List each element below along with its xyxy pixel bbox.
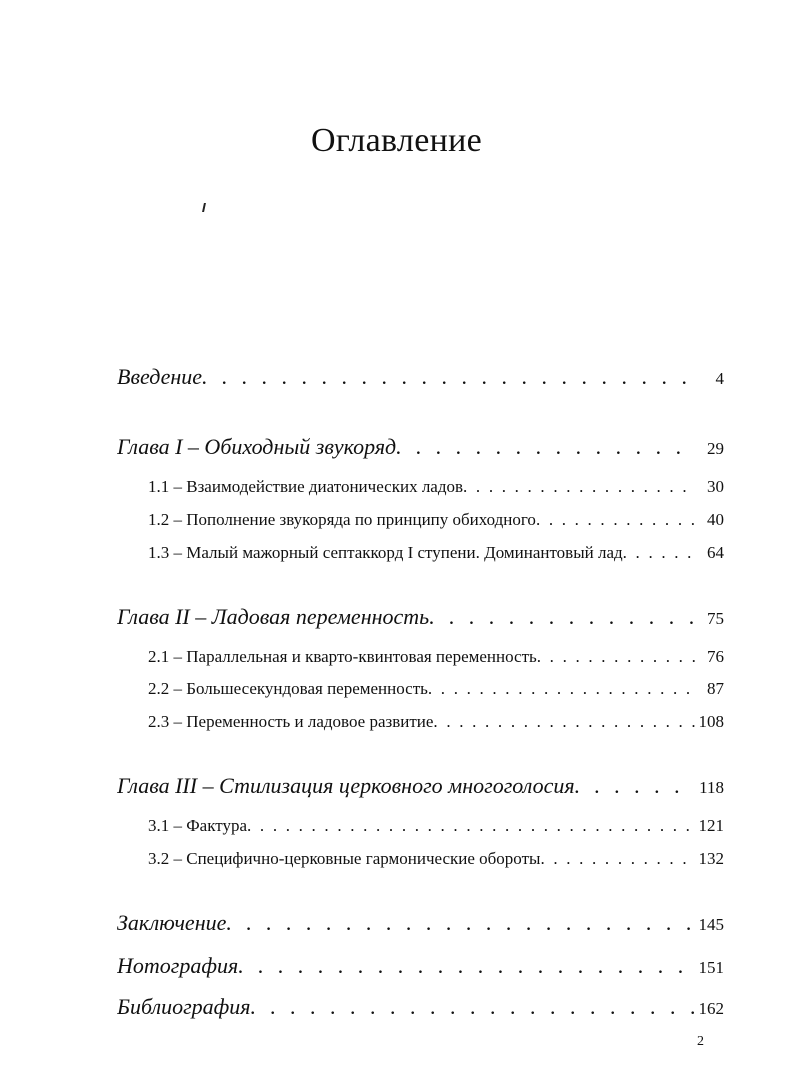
toc-entry-1-1[interactable] <box>148 477 724 497</box>
toc-entry-notography[interactable] <box>117 953 724 979</box>
toc-entry-text: Глава II – Ладовая переменность <box>117 604 430 629</box>
toc-entry-text: 3.1 – Фактура <box>148 816 248 835</box>
toc-entry-page: 30 <box>707 477 724 496</box>
toc-leader-dots <box>428 679 696 699</box>
toc-entry-1-3[interactable] <box>148 543 724 563</box>
stray-mark <box>202 203 206 212</box>
toc-entry-page: 132 <box>698 849 724 868</box>
toc-entry-page: 40 <box>707 510 724 529</box>
toc-entry-chapter-1[interactable] <box>117 434 724 460</box>
toc-entry-3-1[interactable] <box>148 816 724 836</box>
toc-entry-chapter-2[interactable] <box>117 604 724 630</box>
toc-leader-dots <box>247 816 694 836</box>
toc-leader-dots <box>540 849 694 869</box>
toc-entry-page: 151 <box>698 958 724 977</box>
toc-leader-dots <box>623 543 696 563</box>
toc-entry-page: 162 <box>698 999 724 1018</box>
toc-entry-2-3[interactable] <box>148 712 724 732</box>
toc-entry-text: 1.2 – Пополнение звукоряда по принципу обиходного <box>148 510 536 529</box>
toc-leader-dots <box>202 364 696 390</box>
toc-entry-introduction[interactable] <box>117 364 724 390</box>
page-number: 2 <box>697 1034 704 1049</box>
toc-entry-2-2[interactable] <box>148 679 724 699</box>
toc-leader-dots <box>396 434 696 460</box>
toc-entry-page: 145 <box>698 915 724 934</box>
toc-entry-page: 108 <box>698 712 724 731</box>
toc-entry-page: 64 <box>707 543 724 562</box>
toc-leader-dots <box>433 712 694 732</box>
toc-entry-text: Заключение <box>117 910 227 935</box>
toc-leader-dots <box>537 647 696 667</box>
toc-entry-bibliography[interactable] <box>117 994 724 1020</box>
toc-entry-text: 2.1 – Параллельная и кварто-квинтовая переменность <box>148 647 537 666</box>
toc-entry-conclusion[interactable] <box>117 910 724 936</box>
page-title: Оглавление <box>311 122 482 159</box>
toc-entry-text: 1.1 – Взаимодействие диатонических ладов <box>148 477 464 496</box>
toc-entry-text: Введение <box>117 364 203 389</box>
toc-entry-text: Библиография <box>117 994 251 1019</box>
toc-leader-dots <box>536 510 696 530</box>
toc-entry-page: 29 <box>707 439 724 458</box>
toc-entry-text: Глава I – Обиходный звукоряд <box>117 434 397 459</box>
toc-entry-page: 4 <box>715 369 724 388</box>
toc-entry-page: 76 <box>707 647 724 666</box>
toc-entry-page: 87 <box>707 679 724 698</box>
toc-entry-text: 3.2 – Специфично-церковные гармонические обороты <box>148 849 541 868</box>
toc-entry-page: 121 <box>698 816 724 835</box>
toc-entry-text: Нотография <box>117 953 239 978</box>
toc-leader-dots <box>575 773 696 799</box>
toc-leader-dots <box>429 604 696 630</box>
toc-entry-text: Глава III – Стилизация церковного многоголосия <box>117 773 575 798</box>
toc-leader-dots <box>463 477 696 497</box>
toc-entry-text: 1.3 – Малый мажорный септаккорд I ступени. Доминантовый лад <box>148 543 623 562</box>
toc-entry-text: 2.3 – Переменность и ладовое развитие <box>148 712 434 731</box>
toc-leader-dots <box>238 953 694 979</box>
toc-entry-text: 2.2 – Большесекундовая переменность <box>148 679 428 698</box>
toc-leader-dots <box>251 994 695 1020</box>
toc-entry-page: 118 <box>699 778 724 797</box>
toc-entry-chapter-3[interactable] <box>117 773 724 799</box>
toc-entry-3-2[interactable] <box>148 849 724 869</box>
toc-leader-dots <box>226 910 694 936</box>
toc-entry-2-1[interactable] <box>148 647 724 667</box>
toc-entry-1-2[interactable] <box>148 510 724 530</box>
toc-entry-page: 75 <box>707 609 724 628</box>
